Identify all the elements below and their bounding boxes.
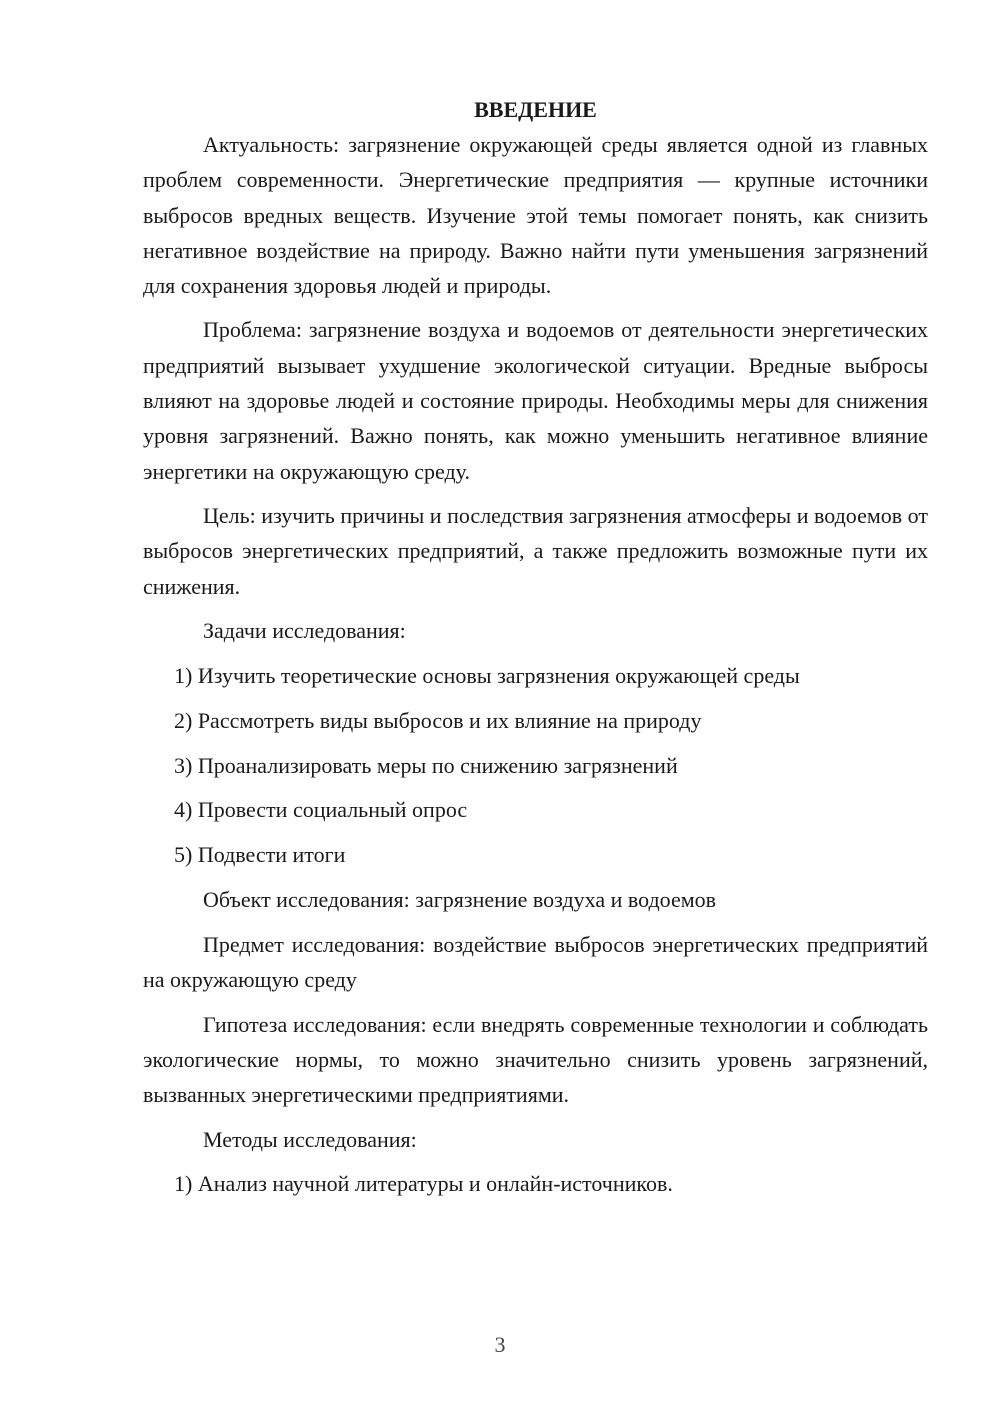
page-number: 3 xyxy=(494,1332,506,1357)
paragraph-object: Объект исследования: загрязнение воздуха и водоемов xyxy=(203,887,717,913)
list-item: 5) Подвести итоги xyxy=(174,842,346,868)
list-item: 1) Анализ научной литературы и онлайн-источников. xyxy=(174,1171,673,1197)
tasks-list xyxy=(143,658,928,873)
list-item: 4) Провести социальный опрос xyxy=(174,797,468,823)
section-title: ВВЕДЕНИЕ xyxy=(474,97,597,122)
paragraph-subject: Предмет исследования: воздействие выбросов энергетических предприятий на окружающую среду xyxy=(143,932,928,993)
paragraph-problem: Проблема: загрязнение воздуха и водоемов от деятельности энергетических предприятий вызывает ухудшение экологической ситуации. Вредные выбросы влияют на здоровье людей и состояние природы. Необходимы меры для снижения уровня загрязнений. Важно понять, как можно уменьшить негативное влияние энергетики на окружающую среду. xyxy=(143,317,928,484)
list-item: 1) Изучить теоретические основы загрязнения окружающей среды xyxy=(174,662,800,688)
methods-heading: Методы исследования: xyxy=(203,1126,417,1152)
document-page xyxy=(143,92,928,1211)
paragraph-relevance: Актуальность: загрязнение окружающей среды является одной из главных проблем современности. Энергетические предприятия — крупные источники выбросов вредных веществ. Изучение этой темы помогает понять, как снизить негативное воздействие на природу. Важно найти пути уменьшения загрязнений для сохранения здоровья людей и природы. xyxy=(143,132,928,299)
paragraph-goal: Цель: изучить причины и последствия загрязнения атмосферы и водоемов от выбросов энергетических предприятий, а также предложить возможные пути их снижения. xyxy=(143,502,928,599)
paragraph-hypothesis: Гипотеза исследования: если внедрять современные технологии и соблюдать экологические нормы, то можно значительно снизить уровень загрязнений, вызванных энергетическими предприятиями. xyxy=(143,1011,928,1108)
list-item: 3) Проанализировать меры по снижению загрязнений xyxy=(174,752,678,778)
list-item: 2) Рассмотреть виды выбросов и их влияние на природу xyxy=(174,707,702,733)
methods-list xyxy=(143,1166,928,1201)
tasks-heading: Задачи исследования: xyxy=(203,617,406,643)
